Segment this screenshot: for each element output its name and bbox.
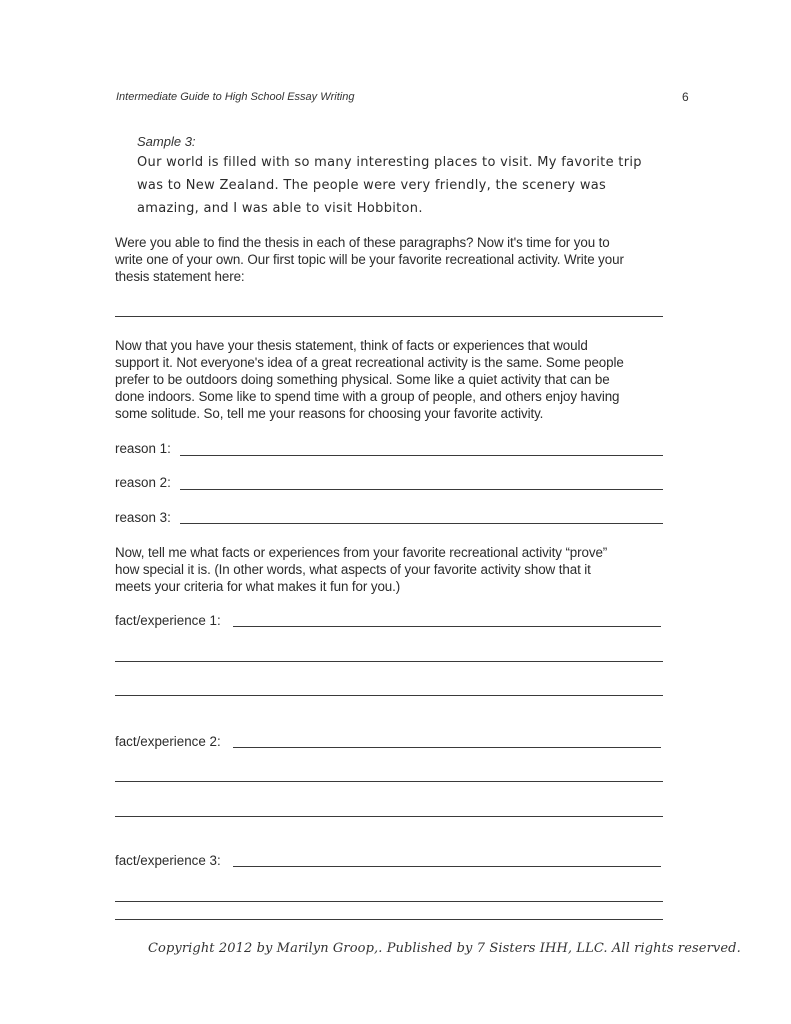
fact-2-label: fact/experience 2: (115, 734, 221, 749)
paragraph-line: done indoors. Some like to spend time with a group of people, and others enjoy having (115, 389, 620, 404)
thesis-prompt-paragraph (115, 234, 695, 285)
fact-1-answer-line[interactable] (115, 695, 663, 696)
reason-2-label: reason 2: (115, 475, 171, 490)
sample-label: Sample 3: (137, 134, 196, 149)
sample-line: Our world is filled with so many interesting places to visit. My favorite trip (137, 155, 642, 170)
paragraph-line: Now, tell me what facts or experiences from your favorite recreational activity “prove” (115, 545, 608, 560)
page-number: 6 (682, 90, 689, 104)
reason-3-label: reason 3: (115, 510, 171, 525)
reason-1-answer-line[interactable] (180, 455, 663, 456)
running-header-title: Intermediate Guide to High School Essay Writing (116, 91, 355, 103)
paragraph-line: Now that you have your thesis statement, think of facts or experiences that would (115, 338, 588, 353)
copyright-footer: Copyright 2012 by Marilyn Groop,. Published by 7 Sisters IHH, LLC. All rights reserved. (148, 941, 741, 956)
fact-3-answer-line[interactable] (115, 919, 663, 920)
fact-2-answer-line[interactable] (115, 781, 663, 782)
paragraph-line: meets your criteria for what makes it fun for you.) (115, 579, 401, 594)
fact-2-answer-line[interactable] (115, 816, 663, 817)
fact-1-label: fact/experience 1: (115, 613, 221, 628)
paragraph-line: thesis statement here: (115, 269, 245, 284)
paragraph-line: how special it is. (In other words, what aspects of your favorite activity show that it (115, 562, 591, 577)
fact-3-label: fact/experience 3: (115, 853, 221, 868)
reasons-prompt-paragraph (115, 337, 695, 422)
reason-1-label: reason 1: (115, 441, 171, 456)
fact-3-answer-line[interactable] (115, 901, 663, 902)
reason-2-answer-line[interactable] (180, 489, 663, 490)
sample-line: was to New Zealand. The people were very friendly, the scenery was (137, 178, 607, 193)
fact-1-answer-line[interactable] (233, 626, 661, 627)
fact-2-answer-line[interactable] (233, 747, 661, 748)
sample-line: amazing, and I was able to visit Hobbiton. (137, 201, 423, 216)
reason-3-answer-line[interactable] (180, 523, 663, 524)
paragraph-line: prefer to be outdoors doing something physical. Some like a quiet activity that can be (115, 372, 610, 387)
paragraph-line: write one of your own. Our first topic will be your favorite recreational activity. Write your (115, 252, 624, 267)
paragraph-line: Were you able to find the thesis in each of these paragraphs? Now it's time for you to (115, 235, 610, 250)
paragraph-line: support it. Not everyone's idea of a great recreational activity is the same. Some people (115, 355, 624, 370)
fact-3-answer-line[interactable] (233, 866, 661, 867)
paragraph-line: some solitude. So, tell me your reasons for choosing your favorite activity. (115, 406, 544, 421)
sample-paragraph (137, 151, 707, 220)
thesis-answer-line[interactable] (115, 316, 663, 317)
facts-prompt-paragraph (115, 544, 695, 595)
fact-1-answer-line[interactable] (115, 661, 663, 662)
